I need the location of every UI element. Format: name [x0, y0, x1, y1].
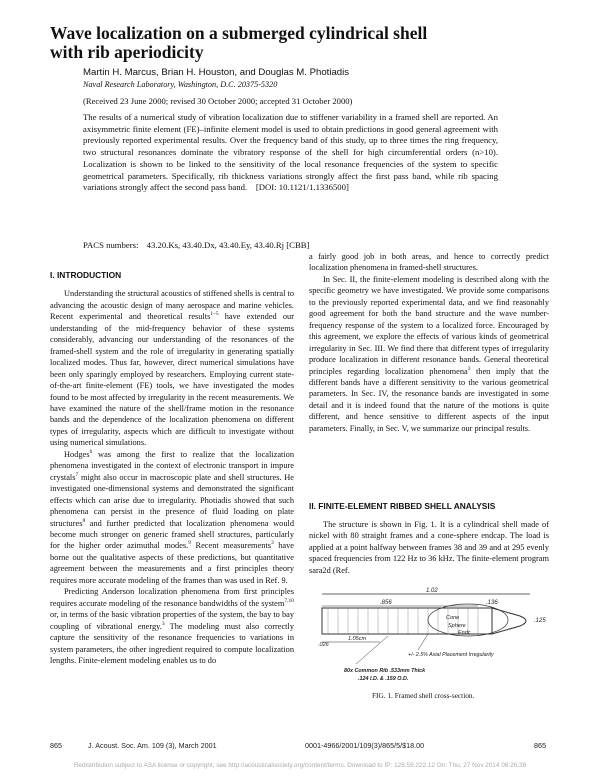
doi-link[interactable]: [DOI: 10.1121/1.1336500]	[255, 182, 349, 193]
intro-paragraph-2: Hodges$^6$ was among the first to realize that the localization phenomena investigated in the context of electronic transport in impure crystals$^7$ might also occur in macroscopic plate and shell structures. He investigated one-dimensional systems and demonstrated the significant effects which can arise due to irregularity. Photiadis showed that such phenomena can persist in the presence of fluid loading on plate structures$^8$ and further predicted that localization phenomena would become much stronger on generic framed shell structures, particularly for the higher order azimuthal modes.$^9$ Recent measurements$^3$ have borne out the qualitative aspects of these predictions, but quantitative agreement between the measurements and a first principles theory requires more accurate modeling of the frames than was used in Ref. 9.	[50, 449, 294, 585]
irregularity-label: +/- 2.5% Axial Placement Irregularity	[408, 652, 494, 658]
figure-1-framed-shell	[318, 586, 550, 686]
dim-d-label: .026	[318, 642, 329, 648]
citation[interactable]: 3	[270, 540, 274, 547]
redistribution-notice[interactable]: Redistribution subject to ASA license or copyright; see http://acousticalsociety.org/content/terms. Download to IP: 128.59.222.12 On: Thu, 27 Nov 2014 06:26:38	[73, 762, 527, 769]
citation[interactable]: 8	[82, 517, 86, 524]
footer-page-left: 865	[50, 741, 62, 750]
abstract	[83, 112, 498, 194]
cone-label: Cone	[446, 615, 460, 621]
figure-1-caption: FIG. 1. Framed shell cross-section.	[372, 691, 475, 700]
footer-journal: J. Acoust. Soc. Am. 109 (3), March 2001	[88, 741, 217, 750]
abstract-text: The results of a numerical study of vibration localization due to stiffener variability in a framed shell are reported. An axisymmetric finite element (FE)–infinite element model is used to obtain predictions in good general agreement with previously reported experimental results. Over the frequency band of this study, up to three times the ring frequency, two structural resonances dominate the vibratory response of the shell for high circumferential orders (n>10). Localization is shown to be linked to the sensitivity of the local resonance frequencies of the system to specific geometrical parameters. Specifically, rib thickness variations strongly affect the first pass band, while rib spacing variations strongly affect the second pass band.	[83, 112, 498, 193]
footer-page-right: 865	[534, 741, 546, 750]
received-dates: (Received 23 June 2000; revised 30 October 2000; accepted 31 October 2000)	[83, 96, 353, 106]
citation[interactable]: 9	[188, 540, 191, 547]
section-2-body	[309, 519, 549, 576]
section-2-paragraph-1: The structure is shown in Fig. 1. It is a cylindrical shell made of nickel with 80 straight frames and a cone-sphere endcap. The load is applied at a point halfway between frames 38 and 39 and at 295 evenly spaced frequencies from 122 Hz to 36 kHz. The finite-element program sara2d (Ref.	[309, 520, 549, 575]
irregularity-leader-line	[418, 634, 428, 650]
section-2-heading: II. FINITE-ELEMENT RIBBED SHELL ANALYSIS	[309, 501, 496, 511]
endcap-label: Endc	[458, 630, 471, 636]
intro-paragraph-5: In Sec. II, the finite-element modeling is described along with the specific geometry we have investigated. We provide some comparisons to the previously reported experimental data, and we find reasonably good agreement for both the band structure and the wave number-frequency response of the system to a localized force. Encouraged by this agreement, we explore the effects of various kinds of geometrical irregularity in Sec. III. We find there that different types of irregularity produce localization in different resonance bands. General theoretical principles regarding localization phenomena$^3$ then imply that the different bands have a different sensitivity to the various geometrical parameters. In Sec. IV, the resonance bands are investigated in some detail and it is indeed found that the nature of the motions is quite different, and hence sensitive to different aspects of the input parameters. Finally, in Sec. V, we summarize our principal results.	[309, 274, 549, 433]
article-title	[50, 24, 550, 62]
cone-sphere-endcap	[492, 608, 526, 634]
rib-spec-line-1: 80x Common Rib .533mm Thick	[344, 668, 426, 674]
rib-spec-line-2: .124 I.D. & .159 O.D.	[358, 676, 409, 682]
rib-frames	[328, 608, 478, 634]
right-column	[309, 251, 549, 434]
footer-code: 0001-4966/2001/109(3)/865/5/$18.00	[305, 741, 425, 750]
affiliation: Naval Research Laboratory, Washington, D.C. 20375-5320	[83, 80, 278, 89]
citation[interactable]: 7	[75, 471, 79, 478]
intro-paragraph-4: a fairly good job in both areas, and hence to correctly predict localization phenomena in framed-shell structures.	[309, 252, 549, 273]
citation[interactable]: 1–5	[210, 311, 219, 318]
citation[interactable]: 6	[89, 449, 93, 456]
section-1-heading: I. INTRODUCTION	[50, 270, 122, 280]
pacs-values: 43.20.Ks, 43.40.Dx, 43.40.Ey, 43.40.Rj [CBB]	[146, 240, 310, 250]
citation[interactable]: 3	[467, 365, 471, 372]
intro-paragraph-3: Predicting Anderson localization phenomena from first principles requires accurate modeling of the resonance bandwidths of the system$^{7,10}$ or, in terms of the basic vibration properties of the system, the bay to bay coupling of vibrational energy.$^3$ The modeling must also correctly capture the sensitivity of the resonance frequencies to variations in system parameters, the other ingredient required to compute localization lengths. Finite-element modeling enables us to do	[50, 587, 294, 665]
dim-total-label: 1.02	[426, 588, 438, 594]
left-column	[50, 270, 294, 666]
pacs-numbers	[83, 240, 309, 250]
dim-c-label: .125	[534, 618, 546, 624]
rib-spacing-label: 1.05cm	[348, 636, 367, 642]
dim-b-label: .136	[486, 600, 498, 606]
intro-paragraph-1: Understanding the structural acoustics of stiffened shells is central to advancing the acoustic design of many aerospace and marine vehicles. Recent experimental and theoretical results$^{1-5}$ have extended our understanding of the mid-frequency behavior of these systems considerably, advancing our understanding of the resonances of the framed-shell system and the role of irregularity in generating spatially localized modes. Thus far, however, direct numerical simulations have been only sparingly employed by researchers. Employing current state-of-the-art finite-element (FE) tools, we have investigated the modes found to be most affected by irregularity in the recent measurements. We have examined the nature of the shell/frame motion in the resonance bands and the dependence of the localization phenomena on different types of irregularity, aspects which are difficult to investigate without using numerical simulations.	[50, 289, 294, 448]
dim-a-label: .856	[380, 600, 392, 606]
citation[interactable]: 3	[161, 620, 165, 627]
pacs-label: PACS numbers:	[83, 240, 139, 250]
citation[interactable]: 7,10	[284, 597, 294, 604]
authors: Martin H. Marcus, Brian H. Houston, and Douglas M. Photiadis	[83, 67, 350, 78]
title-line-1: Wave localization on a submerged cylindrical shell	[50, 23, 428, 43]
title-line-2: with rib aperiodicity	[50, 42, 204, 62]
sphere-label: Sphere	[448, 623, 466, 629]
